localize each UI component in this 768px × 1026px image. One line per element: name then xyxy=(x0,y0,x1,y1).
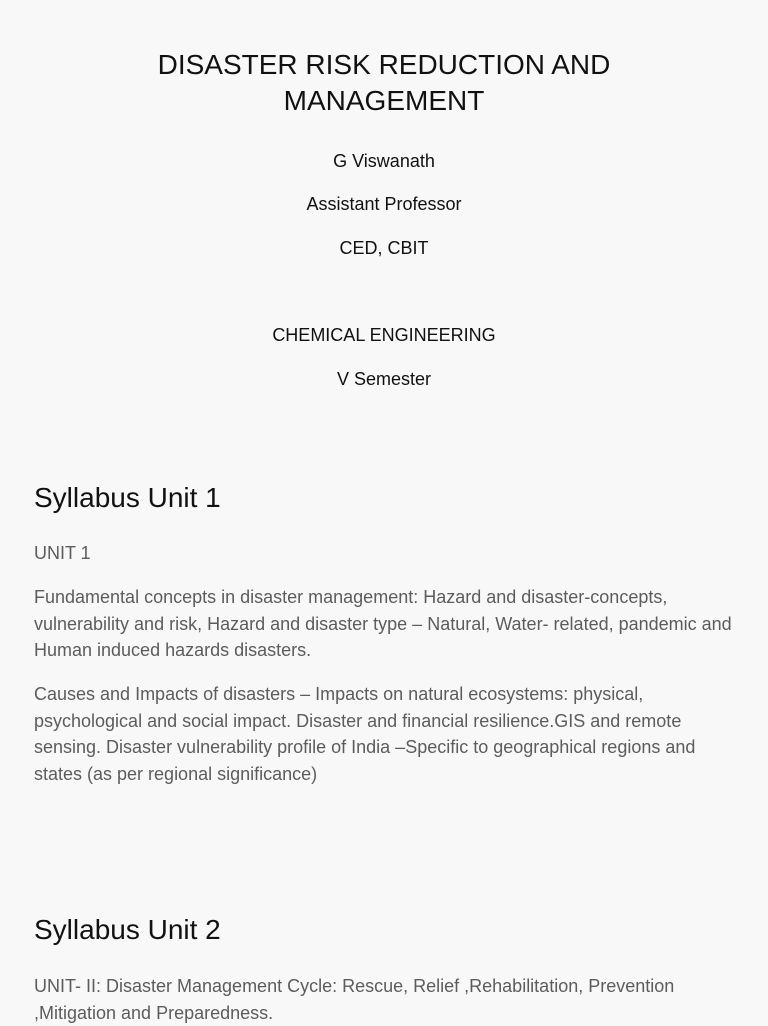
unit1-label: UNIT 1 xyxy=(34,543,91,563)
department-name: CHEMICAL ENGINEERING xyxy=(272,325,496,345)
unit1-paragraph-1: Fundamental concepts in disaster management: Hazard and disaster-concepts, vulnerability and risk, Hazard and disaster type – Natural, Water- related, pandemic and Human induced hazards disasters. xyxy=(34,587,732,660)
author-affiliation: CED, CBIT xyxy=(339,238,429,258)
unit2-paragraph-1: UNIT- II: Disaster Management Cycle: Rescue, Relief ,Rehabilitation, Prevention ,Mitigation and Preparedness. xyxy=(34,976,675,1023)
unit1-heading: Syllabus Unit 1 xyxy=(34,482,221,513)
author-name: G Viswanath xyxy=(333,151,435,171)
unit1-paragraph-2: Causes and Impacts of disasters – Impacts on natural ecosystems: physical, psychological and social impact. Disaster and financial resilience.GIS and remote sensing. Disaster vulnerability profile of India –Specific to geographical regions and states (as per regional significance) xyxy=(34,684,696,784)
slide-title: DISASTER RISK REDUCTION AND MANAGEMENT xyxy=(157,49,611,116)
author-designation: Assistant Professor xyxy=(306,194,462,214)
unit2-heading: Syllabus Unit 2 xyxy=(34,914,221,945)
semester-label: V Semester xyxy=(336,369,432,389)
